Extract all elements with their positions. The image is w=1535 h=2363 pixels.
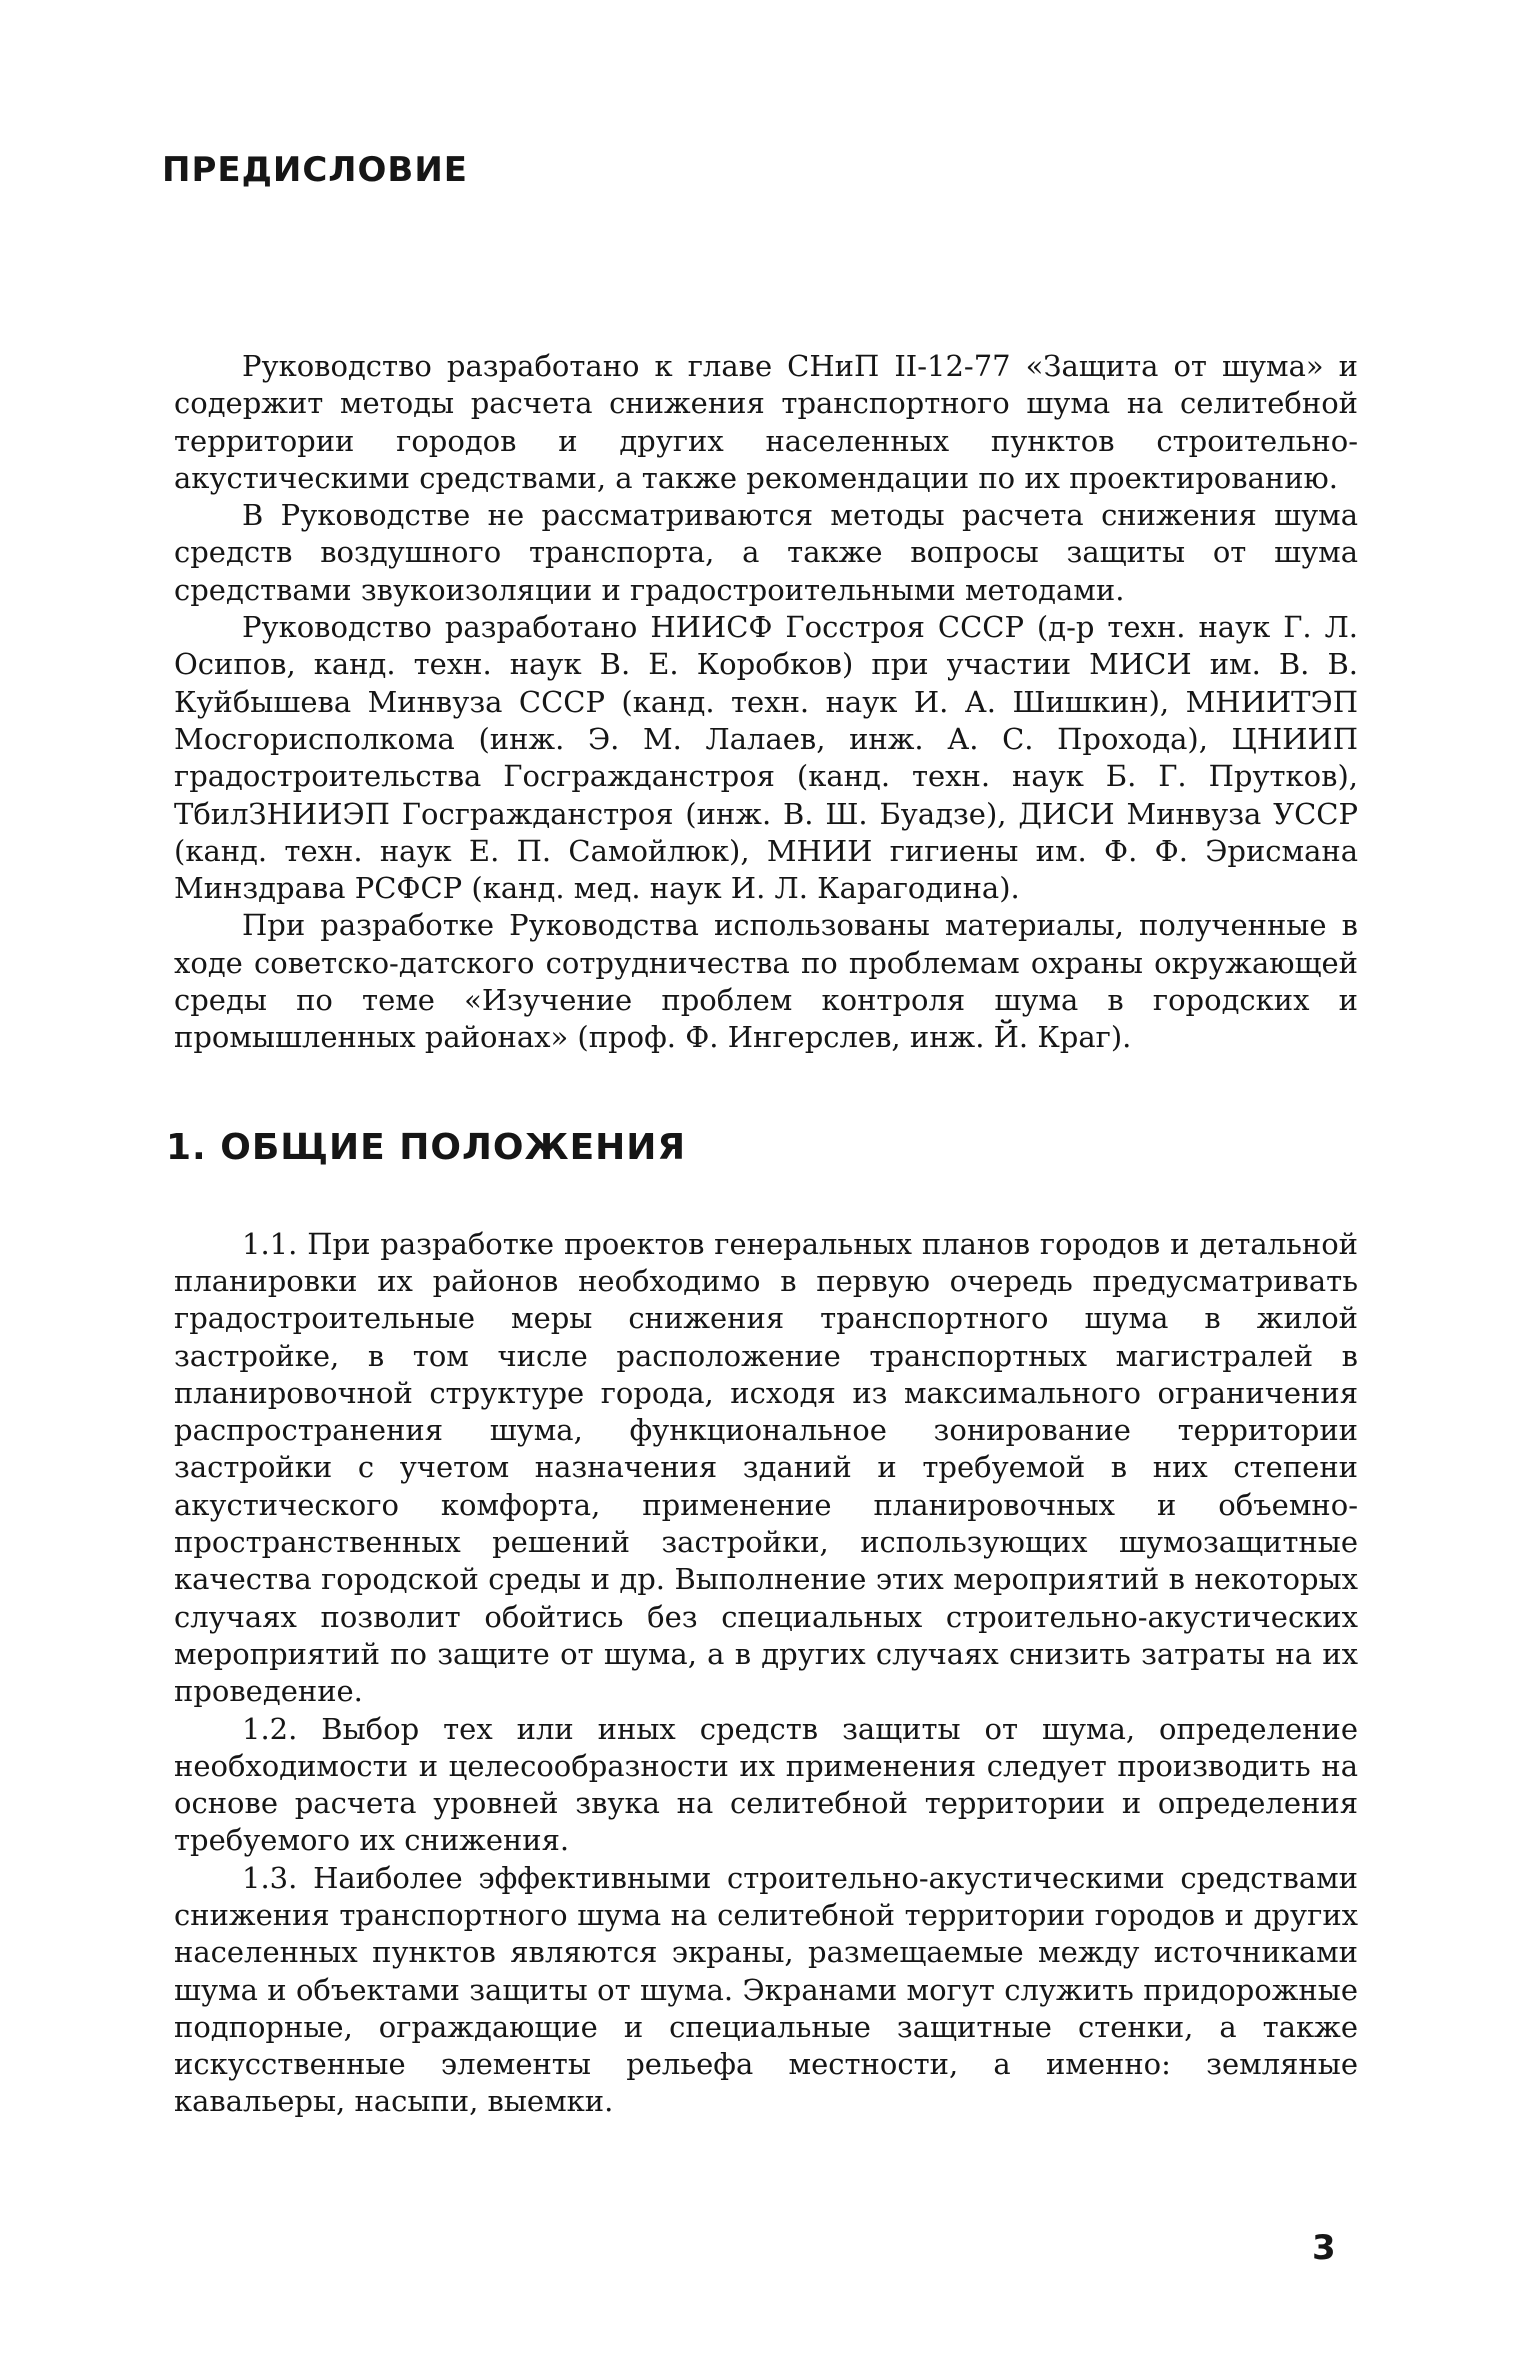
preface-paragraph-2: В Руководстве не рассматриваются методы расчета снижения шума средств воздушного транспорта, а также вопросы защиты от шума средствами звукоизоляции и градостроительными методами. <box>174 498 1358 607</box>
preface-paragraph-1: Руководство разработано к главе СНиП II-12-77 «Защита от шума» и содержит методы расчета снижения транспортного шума на селитебной территории городов и других населенных пунктов строительно-акустическими средствами, а также рекомендации по их проектированию. <box>174 349 1358 495</box>
section-1-paragraph-2: 1.2. Выбор тех или иных средств защиты от шума, определение необходимости и целесообразности их применения следует производить на основе расчета уровней звука на селитебной территории и определения требуемого их снижения. <box>174 1711 1358 1858</box>
preface-paragraph-4: При разработке Руководства использованы материалы, полученные в ходе советско-датского сотрудничества по проблемам охраны окружающей среды по теме «Изучение проблем контроля шума в городских и промышленных районах» (проф. Ф. Ингерслев, инж. Й. Краг). <box>174 908 1358 1055</box>
section-1-paragraph-3: 1.3. Наиболее эффективными строительно-акустическими средствами снижения транспортного шума на селитебной территории городов и других населенных пунктов являются экраны, размещаемые между источниками шума и объектами защиты от шума. Экранами могут служить придорожные подпорные, ограждающие и специальные защитные стенки, а также искусственные элементы рельефа местности, а именно: земляные кавальеры, насыпи, выемки. <box>174 1860 1358 2119</box>
document-page <box>162 150 1358 2300</box>
section-1-title: 1. ОБЩИЕ ПОЛОЖЕНИЯ <box>166 1126 687 1168</box>
preface-paragraph-3: Руководство разработано НИИСФ Госстроя СССР (д-р техн. наук Г. Л. Осипов, канд. техн. наук В. Е. Коробков) при участии МИСИ им. В. В. Куйбышева Минвуза СССР (канд. техн. наук И. А. Шишкин), МНИИТЭП Мосгорисполкома (инж. Э. М. Лалаев, инж. А. С. Прохода), ЦНИИП градостроительства Госгражданстроя (канд. техн. наук Б. Г. Прутков), ТбилЗНИИЭП Госгражданстроя (инж. В. Ш. Буадзе), ДИСИ Минвуза УССР (канд. техн. наук Е. П. Самойлюк), МНИИ гигиены им. Ф. Ф. Эрисмана Минздрава РСФСР (канд. мед. наук И. Л. Карагодина). <box>174 610 1358 906</box>
page-number: 3 <box>1312 2228 1336 2268</box>
preface-title: ПРЕДИСЛОВИЕ <box>162 150 469 190</box>
section-1-paragraph-1: 1.1. При разработке проектов генеральных планов городов и детальной планировки их районов необходимо в первую очередь предусматривать градостроительные меры снижения транспортного шума в жилой застройке, в том числе расположение транспортных магистралей в планировочной структуре города, исходя из максимального ограничения распространения шума, функциональное зонирование территории застройки с учетом назначения зданий и требуемой в них степени акустического комфорта, применение планировочных и объемно-пространственных решений застройки, использующих шумозащитные качества городской среды и др. Выполнение этих мероприятий в некоторых случаях позволит обойтись без специальных строительно-акустических мероприятий по защите от шума, а в других случаях снизить затраты на их проведение. <box>174 1226 1358 1709</box>
